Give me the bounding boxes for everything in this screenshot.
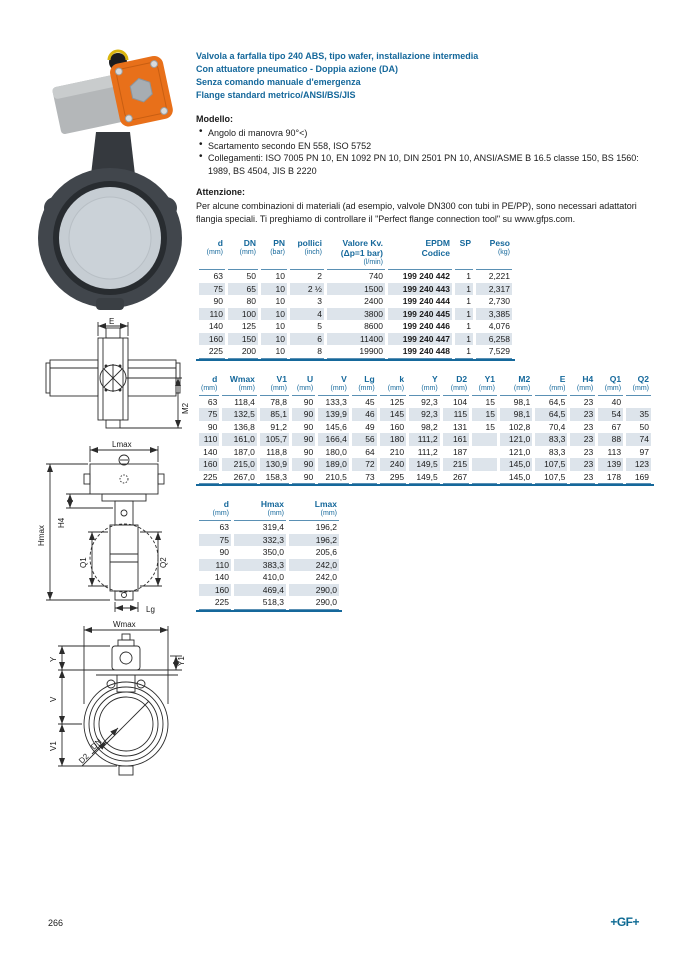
table-row (199, 396, 651, 409)
table-cell: 469,4 (234, 584, 286, 597)
table-cell: 63 (213, 271, 223, 281)
main-content (196, 50, 654, 612)
table-cell (472, 446, 497, 459)
dim-label-v: V (49, 696, 58, 702)
table-cell: 1 (466, 296, 471, 306)
table-cell: 267 (443, 471, 469, 485)
table-cell: 75 (199, 408, 219, 421)
pneumatic-actuator (50, 54, 175, 140)
product-photo (30, 40, 192, 312)
table-cell: 56 (352, 433, 377, 446)
dim-label-q2: Q2 (159, 557, 168, 568)
table-cell: 8 (290, 345, 324, 359)
table-cell: 105,7 (260, 433, 289, 446)
table-cell: 125 (241, 321, 256, 331)
dim-label-wmax: Wmax (113, 620, 136, 629)
table-cell: 75 (199, 534, 231, 547)
table-cell: 54 (598, 408, 623, 421)
dimension-drawing-side-view (30, 436, 202, 616)
table-cell: 7,529 (476, 345, 512, 359)
table-row (199, 596, 339, 610)
table-cell: 210,5 (318, 471, 349, 485)
table-cell: 290,0 (289, 596, 339, 610)
table-cell: 2 (317, 271, 322, 281)
table-cell: 107,5 (535, 458, 567, 471)
table-cell: 210 (389, 446, 405, 457)
column-header: k (mm) (380, 374, 406, 396)
table-cell: 23 (583, 446, 594, 457)
table-cell: 10 (261, 333, 287, 346)
table-cell: 98,1 (513, 396, 531, 407)
table-cell: 1 (455, 283, 473, 296)
table-cell: 295 (380, 471, 406, 485)
table-cell: 90 (303, 446, 314, 457)
column-header: M2 (mm) (500, 374, 532, 396)
model-bullet: • Scartamento secondo EN 558, ISO 5752 (208, 140, 654, 153)
table-cell: 145,0 (500, 458, 532, 471)
table-row (199, 534, 339, 547)
table-cell: 145,0 (500, 471, 532, 485)
table-cell: 113 (607, 446, 622, 457)
table-cell: 125 (389, 396, 405, 407)
table-cell: 225 (199, 596, 231, 610)
table-cell: 140 (208, 321, 223, 331)
table-row (199, 408, 651, 421)
table-cell: 196,2 (289, 534, 339, 547)
table-cell: 98,2 (421, 421, 438, 432)
table-cell: 166,4 (318, 433, 349, 446)
dimension-drawing-front-view (30, 614, 202, 786)
table-cell: 121,0 (508, 446, 531, 457)
table-cell: 90 (303, 396, 314, 407)
table-cell: 1 (455, 345, 473, 359)
table-cell: 90 (292, 408, 315, 421)
table-cell: 3,385 (476, 308, 512, 321)
dim-label-y1: Y1 (177, 656, 186, 666)
dim-label-d2: D2 (77, 751, 91, 766)
table-cell: 23 (570, 458, 595, 471)
table-row (199, 421, 651, 434)
table-cell: 64 (365, 446, 375, 457)
table-row (199, 433, 651, 446)
dim-label-m2: M2 (181, 402, 190, 414)
table-cell: 199 240 446 (402, 321, 450, 331)
dim-label-lg: Lg (146, 605, 155, 614)
page-title (196, 50, 654, 102)
table-cell: 136,8 (233, 421, 255, 432)
table-cell: 65 (228, 283, 258, 296)
dimension-drawing-top-view (36, 316, 190, 434)
table-cell: 10 (275, 296, 285, 306)
table-cell: 97 (639, 446, 649, 457)
column-header: Y1 (mm) (472, 374, 497, 396)
table-cell: 131 (452, 421, 468, 432)
table-cell: 83,3 (548, 446, 566, 457)
table-cell: 90 (292, 458, 315, 471)
table-row (199, 571, 339, 584)
table-cell: 118,8 (266, 446, 287, 457)
table-cell: 50 (639, 421, 649, 432)
table-cell: 49 (365, 421, 375, 432)
table-cell: 319,4 (262, 522, 284, 532)
column-header: d (mm) (199, 238, 225, 270)
table-cell: 225 (199, 345, 225, 359)
column-header: Peso (kg) (476, 238, 512, 270)
table-cell: 63 (207, 396, 218, 407)
gf-logo: +GF+ (610, 915, 639, 929)
table-cell: 199 240 442 (402, 271, 450, 281)
table-cell: 8600 (364, 321, 383, 331)
table-cell: 90 (292, 433, 315, 446)
table-cell: 6 (290, 333, 324, 346)
table-cell: 215,0 (222, 458, 257, 471)
table-cell: 158,3 (260, 471, 289, 485)
column-header: SP (455, 238, 473, 270)
table-cell: 189,0 (318, 458, 349, 471)
table-cell: 98,1 (500, 408, 532, 421)
table-cell: 111,2 (417, 446, 438, 457)
column-header: Valore Kv. (Δp=1 bar) (l/min) (327, 238, 385, 270)
column-header: Y (mm) (409, 374, 440, 396)
table-cell: 35 (626, 408, 651, 421)
table-cell: 205,6 (315, 547, 337, 557)
table-cell: 67 (611, 421, 622, 432)
column-header: Hmax (mm) (234, 499, 286, 521)
table-cell: 145 (380, 408, 406, 421)
table-cell: 242,0 (315, 572, 337, 582)
attention-text: Per alcune combinazioni di materiali (ad esempio, valvole DN300 con tubi in PE/PP), sono necessari adattatori flangia speciali. Ti preghiamo di controllare il "Perfect flange connection tool" su www.gfps.com. (196, 201, 637, 224)
table-cell: 410,0 (262, 572, 284, 582)
table-cell: 740 (368, 271, 383, 281)
table-cell: 88 (598, 433, 623, 446)
model-heading: Modello: (196, 114, 233, 124)
valve-body (38, 168, 182, 310)
table-cell: 4,076 (488, 321, 510, 331)
table-cell: 240 (380, 458, 406, 471)
table-cell: 121,0 (500, 433, 532, 446)
table-cell: 23 (583, 421, 594, 432)
table-cell: 110 (199, 559, 231, 572)
table-cell: 199 240 443 (388, 283, 452, 296)
dim-label-e: E (109, 317, 115, 326)
table-cell: 149,5 (409, 458, 440, 471)
table-row (199, 584, 339, 597)
table-cell: 90 (219, 547, 229, 557)
table-cell (472, 471, 497, 485)
table-cell: 290,0 (289, 584, 339, 597)
column-header: pollici (inch) (290, 238, 324, 270)
column-header: Q1 (mm) (598, 374, 623, 396)
table-cell: 2,730 (488, 296, 510, 306)
table-cell: 70,4 (548, 421, 566, 432)
table-row (199, 458, 651, 471)
table-cell: 332,3 (234, 534, 286, 547)
table-cell: 11400 (327, 333, 385, 346)
table-row (199, 559, 339, 572)
table-cell: 78,8 (270, 396, 287, 407)
table-cell: 23 (570, 433, 595, 446)
column-header: DN (mm) (228, 238, 258, 270)
table-row (199, 446, 651, 459)
table-row (199, 333, 512, 346)
page-number: 266 (48, 918, 64, 928)
table-cell: 242,0 (289, 559, 339, 572)
dim-label-lmax: Lmax (112, 440, 132, 449)
table-cell: 3800 (327, 308, 385, 321)
title-line: Con attuatore pneumatico - Doppia azione (DA) (196, 64, 399, 74)
column-header: U (mm) (292, 374, 315, 396)
table-cell: 123 (626, 458, 651, 471)
model-bullet: • Angolo di manovra 90°<) (208, 127, 654, 140)
table-cell: 199 240 445 (388, 308, 452, 321)
table-cell: 111,2 (409, 433, 440, 446)
column-header: Wmax (mm) (222, 374, 257, 396)
table-cell: 215 (443, 458, 469, 471)
table-cell (626, 396, 651, 409)
table-row (199, 283, 512, 296)
table-row (199, 308, 512, 321)
table-cell: 132,5 (222, 408, 257, 421)
table-cell: 160 (199, 584, 231, 597)
table-row (199, 270, 512, 283)
table-cell: 100 (228, 308, 258, 321)
table-cell: 10 (261, 283, 287, 296)
table-cell: 160 (389, 421, 405, 432)
height-length-table (196, 499, 342, 612)
dim-label-q1: Q1 (79, 557, 88, 568)
table-row (199, 471, 651, 485)
table-cell: 90 (213, 296, 223, 306)
table-cell: 187 (452, 446, 468, 457)
model-bullet-list (196, 127, 654, 177)
table-cell: 73 (352, 471, 377, 485)
table-cell: 196,2 (315, 522, 337, 532)
table-cell: 5 (317, 321, 322, 331)
table-cell: 63 (219, 522, 229, 532)
table-cell: 90 (292, 471, 315, 485)
table-cell: 267,0 (222, 471, 257, 485)
column-header: PN (bar) (261, 238, 287, 270)
column-header: H4 (mm) (570, 374, 595, 396)
column-header: d (mm) (199, 499, 231, 521)
table-cell: 107,5 (535, 471, 567, 485)
table-cell: 2,221 (488, 271, 510, 281)
table-cell: 6,258 (476, 333, 512, 346)
table-cell: 91,2 (270, 421, 287, 432)
table-cell: 10 (261, 345, 287, 359)
table-cell (472, 433, 497, 446)
table-cell: 85,1 (260, 408, 289, 421)
table-cell: 180,0 (325, 446, 347, 457)
table-cell: 2,317 (476, 283, 512, 296)
table-cell: 104 (452, 396, 468, 407)
column-header: E (mm) (535, 374, 567, 396)
table-row (199, 345, 512, 359)
table-cell: 130,9 (260, 458, 289, 471)
column-header: Lg (mm) (352, 374, 377, 396)
table-cell: 23 (570, 408, 595, 421)
table-cell: 150 (228, 333, 258, 346)
table-cell: 161,0 (222, 433, 257, 446)
table-cell: 160 (199, 458, 219, 471)
table-cell: 199 240 447 (388, 333, 452, 346)
table-cell (472, 458, 497, 471)
column-header: D2 (mm) (443, 374, 469, 396)
table-cell: 80 (246, 296, 256, 306)
table-cell: 50 (246, 271, 256, 281)
table-cell: 1 (466, 271, 471, 281)
column-header: EPDM Codice (388, 238, 452, 270)
table-row (199, 320, 512, 333)
table-cell: 140 (214, 572, 229, 582)
attention-heading: Attenzione: (196, 187, 245, 197)
table-cell: 64,5 (548, 396, 566, 407)
table-cell: 1 (455, 308, 473, 321)
table-cell: 2 ½ (290, 283, 324, 296)
dim-label-hmax: Hmax (37, 525, 46, 546)
table-cell: 19900 (327, 345, 385, 359)
table-cell: 139,9 (318, 408, 349, 421)
table-cell: 23 (570, 471, 595, 485)
table-cell: 23 (583, 396, 594, 407)
table-cell: 10 (261, 308, 287, 321)
table-cell: 92,3 (421, 396, 438, 407)
table-cell: 110 (199, 433, 219, 446)
table-cell: 1 (466, 321, 471, 331)
table-cell: 161 (443, 433, 469, 446)
table-cell: 145,6 (325, 421, 347, 432)
table-cell: 140 (203, 446, 218, 457)
table-row (199, 521, 339, 534)
table-cell: 10 (275, 321, 285, 331)
table-cell: 115 (443, 408, 469, 421)
table-cell: 4 (290, 308, 324, 321)
dim-label-h4: H4 (57, 517, 66, 528)
column-header: Lmax (mm) (289, 499, 339, 521)
table-cell: 2400 (364, 296, 383, 306)
table-cell: 383,3 (234, 559, 286, 572)
table-cell: 149,5 (409, 471, 440, 485)
table-cell: 92,3 (409, 408, 440, 421)
table-cell: 139 (598, 458, 623, 471)
table-cell: 178 (598, 471, 623, 485)
table-cell: 1500 (327, 283, 385, 296)
column-header: V1 (mm) (260, 374, 289, 396)
table-cell: 200 (228, 345, 258, 359)
butterfly-valve-image (30, 40, 192, 312)
table-cell: 90 (207, 421, 218, 432)
table-cell: 3 (317, 296, 322, 306)
table-row (199, 546, 339, 559)
model-bullet: • Collegamenti: ISO 7005 PN 10, EN 1092 PN 10, DIN 2501 PN 10, ANSI/ASME B 16.5 classe 150, BS 1560: 1989, BS 4504, JIS B 2220 (208, 152, 654, 177)
table-cell: 45 (365, 396, 375, 407)
table-cell: 74 (626, 433, 651, 446)
table-cell: 102,8 (508, 421, 531, 432)
table-cell: 72 (352, 458, 377, 471)
title-line: Senza comando manuale d'emergenza (196, 77, 361, 87)
table-cell: 350,0 (262, 547, 284, 557)
table-cell: 15 (485, 421, 495, 432)
table-cell: 199 240 444 (402, 296, 450, 306)
table-cell: 10 (275, 271, 285, 281)
table-cell: 110 (199, 308, 225, 321)
dimensions-table (196, 374, 654, 487)
table-cell: 15 (472, 408, 497, 421)
column-header: d (mm) (199, 374, 219, 396)
title-line: Flange standard metrico/ANSI/BS/JIS (196, 90, 356, 100)
dim-label-dn: DN (89, 736, 104, 752)
column-header: V (mm) (318, 374, 349, 396)
order-data-table (196, 238, 515, 361)
table-cell: 225 (199, 471, 219, 485)
table-cell: 40 (611, 396, 622, 407)
dim-label-y: Y (49, 656, 58, 662)
table-cell: 187,0 (233, 446, 255, 457)
table-cell: 169 (626, 471, 651, 485)
table-cell: 180 (380, 433, 406, 446)
table-cell: 15 (485, 396, 495, 407)
table-cell: 46 (352, 408, 377, 421)
title-line: Valvola a farfalla tipo 240 ABS, tipo wafer, installazione intermedia (196, 51, 479, 61)
table-cell: 1 (455, 333, 473, 346)
dim-label-v1: V1 (49, 741, 58, 751)
table-cell: 118,4 (234, 396, 255, 407)
table-row (199, 295, 512, 308)
table-cell: 83,3 (535, 433, 567, 446)
table-cell: 75 (199, 283, 225, 296)
table-cell: 133,3 (325, 396, 347, 407)
column-header: Q2 (mm) (626, 374, 651, 396)
table-cell: 64,5 (535, 408, 567, 421)
table-cell: 90 (303, 421, 314, 432)
table-cell: 160 (199, 333, 225, 346)
table-cell: 199 240 448 (388, 345, 452, 359)
table-cell: 518,3 (234, 596, 286, 610)
